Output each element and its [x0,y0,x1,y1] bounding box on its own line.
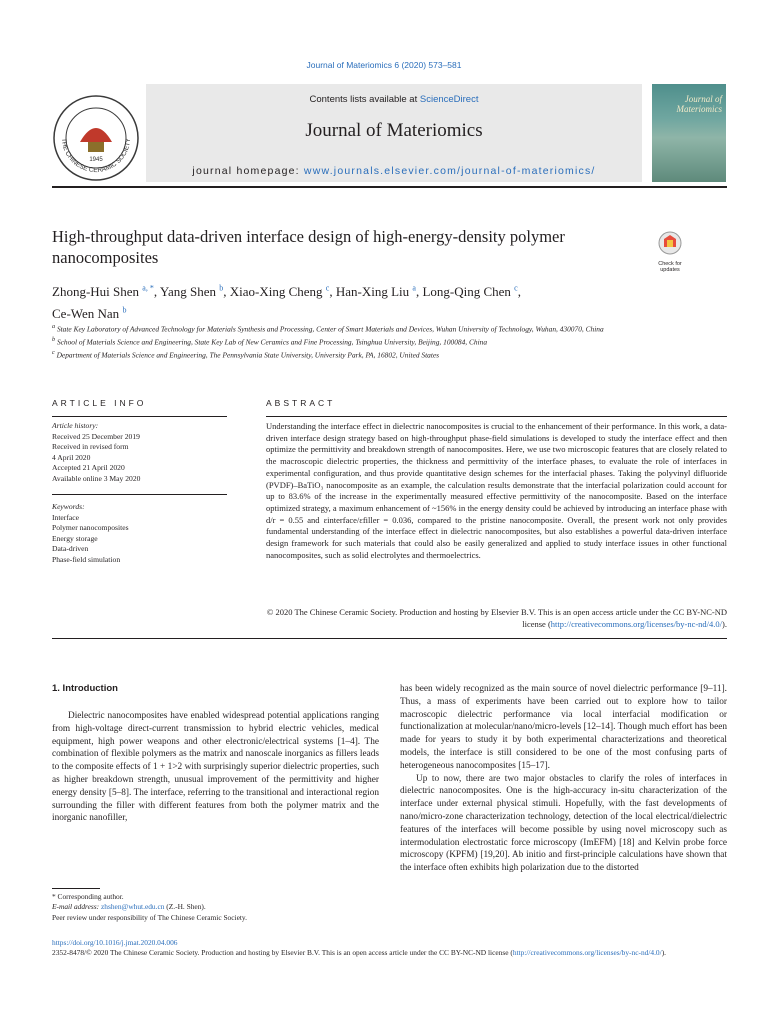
footnote-rule [52,888,100,889]
footer-license: 2352-8478/© 2020 The Chinese Ceramic Society. Production and hosting by Elsevier B.V. This is an open access article under the CC BY-NC-ND license (http://creativecommons.org/licenses/by-nc-nd/4.0/). [52,948,666,958]
article-info-heading: ARTICLE INFO [52,398,147,408]
keyword: Energy storage [52,533,98,543]
homepage-link[interactable]: www.journals.elsevier.com/journal-of-materiomics/ [303,165,596,177]
journal-citation[interactable]: Journal of Materiomics 6 (2020) 573–581 [306,60,462,70]
contents-line [146,94,642,105]
affiliation: $^c$ Department of Materials Science and Engineering, The Pennsylvania State University, University Park, PA, 16802, United States [52,349,440,360]
keyword: Polymer nanocomposites [52,523,129,533]
body-column-right [400,683,727,875]
history-item: Available online 3 May 2020 [52,473,141,483]
affiliation: $^b$ School of Materials Science and Engineering, State Key Lab of New Ceramics and Fine Processing, Tsinghua University, Beijing, 100084, China [52,336,488,347]
sciencedirect-link[interactable]: ScienceDirect [419,94,479,105]
keyword: Interface [52,512,79,522]
header-rule [52,186,727,188]
affiliation: $^a$ State Key Laboratory of Advanced Technology for Materials Synthesis and Processing, Center of Smart Materials and Devices, Wuhan University of Technology, Wuhan, 430070, China [52,324,604,334]
logo-society-text: THE CHINESE CERAMIC SOCIETY [59,137,133,175]
journal-cover-image[interactable] [652,84,726,182]
article-info-rule [52,416,227,417]
journal-title: Journal of Materiomics [305,120,483,141]
author[interactable]: Ce-Wen Nan $^b$ [52,305,127,321]
contents-prefix: Contents lists available at [309,94,420,105]
article-history [52,421,227,485]
doi-link[interactable]: https://doi.org/10.1016/j.jmat.2020.04.006 [52,938,178,947]
history-item: Accepted 21 April 2020 [52,463,125,473]
peer-review-note: Peer review under responsibility of The Chinese Ceramic Society. [52,912,247,922]
body-paragraph: Up to now, there are two major obstacles to clarify the roles of interfaces in dielectric nanocomposites. One is the high-accuracy in-situ characterization of the interface under external physical stimuli. Hopefully, with the fast developments of nano/micro-zone characterization technology, detection of the local electrical/dielectric features of the interfaces will become possible by using novel microscopy such as intermodulation electrostatic force microscopy (ImEFM) [18] and Kelvin probe force microscopy (KPFM) [19,20]. Ab initio and first-principle calculations have shown that the interface often exhibits high polarization due to the distorted [400,773,727,874]
journal-homepage [146,165,642,177]
history-item: Received in revised form [52,442,129,452]
page-footer [52,938,727,959]
author[interactable]: Han-Xing Liu $^a$, [335,284,423,300]
email-link[interactable]: zhshen@whut.edu.cn [101,902,165,912]
abstract-rule [266,416,727,417]
abstract-text: Understanding the interface effect in dielectric nanocomposites is crucial to the enhancement of their performance. In this work, a data-driven interface design strategy based on high-throughput phase-field simulations is developed to study the interface effect and then optimize the permittivity and breakdown strength of nanocomposites. Here, we use two microscopic features that are closely related to the macroscopic dielectric properties, the thickness and permittivity of the interface phases, to evaluate the role of interfaces in experimental configuration, and thus provide quantitative design schemes for the interfacial phases. Taking the polyvinyl difluoride (PVDF)–BaTiO₃ nanocomposite as an example, the calculation results demonstrate that the interfacial polarization could account for up to 83.6% of the increase in the experimentally measured effective permittivity of the nanocomposite. Based on the interface optimized strategy, a maximum enhancement of ~156% in the energy density could be achieved by introducing an interface phase with d/r = 0.55 and εinterface/εfiller = 0.036, compared to the pristine nanocomposite. Overall, the present work not only provides fundamental understanding of the interface effect in dielectric nanocomposites, but also establishes a powerful data-driven interface design framework for such materials that could also be easily generalized and applied to study interface issues in other functional nanocomposites, such as solid electrolytes and thermoelectrics. [266,421,727,560]
keyword: Data-driven [52,544,89,554]
abstract-heading: ABSTRACT [266,398,336,408]
keyword: Phase-field simulation [52,554,121,564]
author[interactable]: Yang Shen $^b$, [159,284,230,300]
footer-license-link[interactable]: http://creativecommons.org/licenses/by-nc-nd/4.0/ [512,948,662,958]
license-link[interactable]: http://creativecommons.org/licenses/by-nc-nd/4.0/ [550,618,723,629]
affiliations [52,322,692,361]
check-updates-label: Check for updates [658,261,682,273]
body-column-left [52,710,379,825]
logo-year: 1945 [89,157,103,163]
abstract-bottom-rule [52,638,727,639]
keywords-label: Keywords: [52,502,85,511]
author[interactable]: Xiao-Xing Cheng $^c$, [229,284,336,300]
corresponding-author-note: * Corresponding author. [52,892,124,901]
history-item: Received 25 December 2019 [52,431,140,441]
author[interactable]: Zhong-Hui Shen $^{a, *}$, [52,284,160,300]
body-paragraph: Dielectric nanocomposites have enabled widespread potential applications ranging from high-voltage direct-current transmission to hybrid electric vehicles, medical equipment, high power weapons and other electronic/electrical systems [1–4]. The combination of flexible polymers as the matrix and nanoscale inorganics as fillers leads to the composite effects of 1 + 1>2 with surprisingly superior dielectric properties, such as higher breakdown strength, unusual improvement of the permittivity and higher energy density [5–8]. The interface, referring to the transitional and interactional region surrounding the filler with different features from both the polymer matrix and the inorganic nanofiller, [52,711,379,824]
body-paragraph: has been widely recognized as the main source of novel dielectric performance [9–11]. Thus, a mass of experiments have been carried out to explore how to tailor macroscopic dielectric performance via local interfacial modification or functionalization at molecular/nano/micro-levels [12–14]. Though much effort has been made for years to study it by both experimental characterizations and theoretical models, the interface is still considered to be one of the most confusing parts of heterogeneous nanocomposites [15–17]. [400,684,727,771]
abstract-copyright: © 2020 The Chinese Ceramic Society. Production and hosting by Elsevier B.V. This is an open access article under the CC BY-NC-ND license (http://creativecommons.org/licenses/by-nc-nd/4.0/). [266,607,727,629]
section-heading-introduction: 1. Introduction [52,683,118,694]
history-label: Article history: [52,421,99,430]
email-note: E-mail address: zhshen@whut.edu.cn (Z.-H. Shen). [52,902,206,912]
homepage-prefix: journal homepage: [192,165,304,177]
check-updates-icon [652,230,688,256]
footnotes [52,892,379,923]
author-list [52,280,672,323]
cover-title: Journal of Materiomics [676,94,722,114]
author[interactable]: Long-Qing Chen $^c$, [422,284,521,300]
history-item: 4 April 2020 [52,452,91,462]
article-title: High-throughput data-driven interface design of high-energy-density polymer nanocomposites [52,227,565,267]
keywords-rule [52,494,227,495]
chinese-ceramic-society-logo [52,94,140,182]
keywords [52,502,227,566]
check-for-updates-badge[interactable] [652,230,688,273]
